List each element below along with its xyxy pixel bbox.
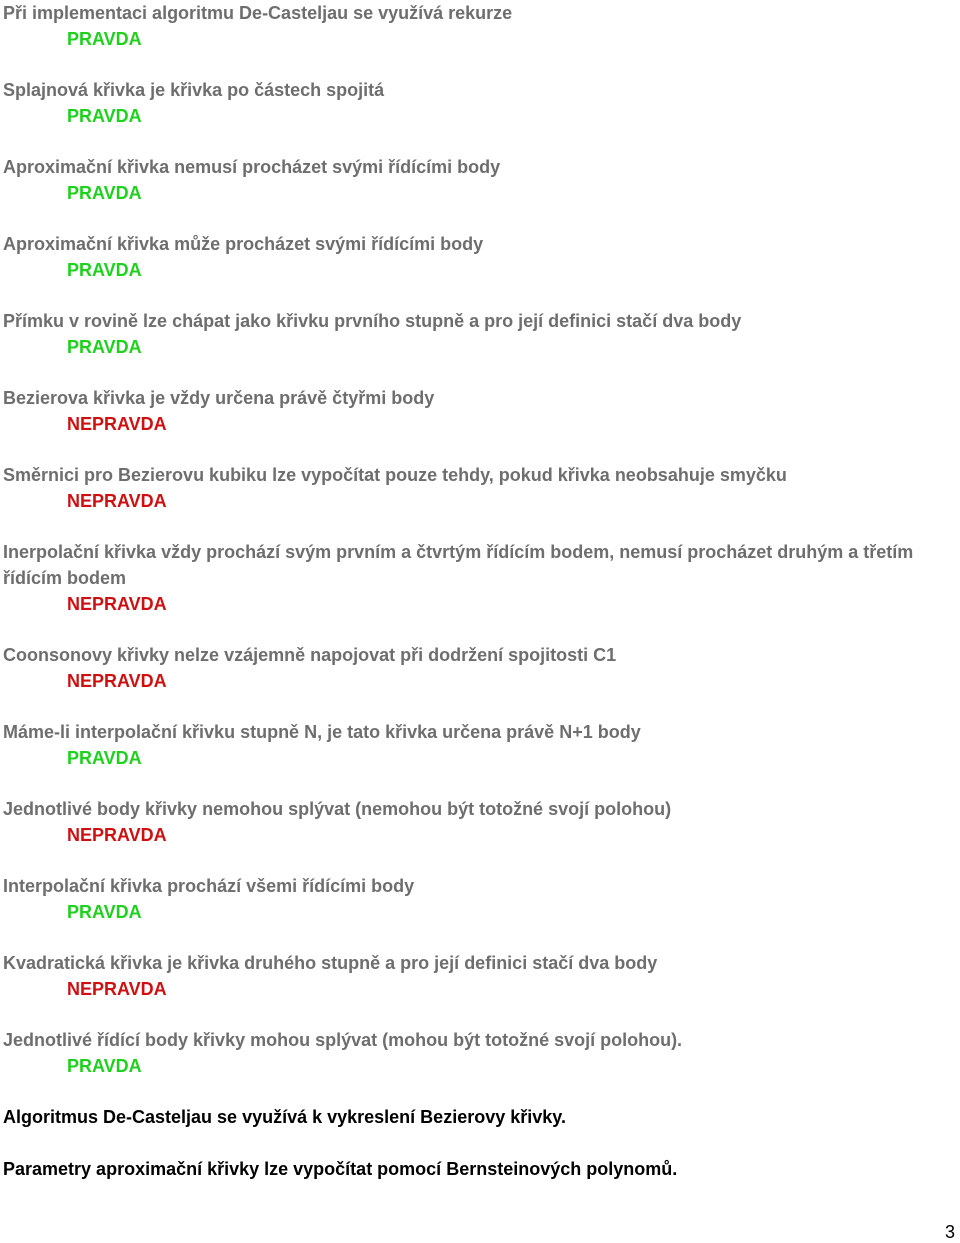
answer-true: PRAVDA: [67, 902, 142, 922]
question-item: [3, 462, 943, 514]
answer-false: NEPRAVDA: [67, 979, 167, 999]
question-item: [3, 642, 943, 694]
answer-false: NEPRAVDA: [67, 594, 167, 614]
question-item: [3, 308, 943, 360]
answer-false: NEPRAVDA: [67, 825, 167, 845]
answer-true: PRAVDA: [67, 1056, 142, 1076]
question-text: Coonsonovy křivky nelze vzájemně napojovat při dodržení spojitosti C1: [3, 645, 617, 665]
question-list: [3, 0, 943, 1104]
answer-true: PRAVDA: [67, 748, 142, 768]
question-text: Při implementaci algoritmu De-Casteljau se využívá rekurze: [3, 3, 513, 23]
statement-text: Algoritmus De-Casteljau se využívá k vykreslení Bezierovy křivky.: [3, 1107, 566, 1127]
question-text: Přímku v rovině lze chápat jako křivku prvního stupně a pro její definici stačí dva body: [3, 311, 742, 331]
question-item: [3, 796, 943, 848]
answer-true: PRAVDA: [67, 260, 142, 280]
question-item: [3, 1027, 943, 1079]
question-item: [3, 231, 943, 283]
question-item: [3, 0, 943, 52]
answer-true: PRAVDA: [67, 29, 142, 49]
answer-false: NEPRAVDA: [67, 491, 167, 511]
question-text: Bezierova křivka je vždy určena právě čtyřmi body: [3, 388, 435, 408]
question-text: Jednotlivé řídící body křivky mohou splývat (mohou být totožné svojí polohou).: [3, 1030, 683, 1050]
question-item: [3, 873, 943, 925]
question-text: Aproximační křivka může procházet svými řídícími body: [3, 234, 484, 254]
question-text: Interpolační křivka prochází všemi řídícími body: [3, 876, 415, 896]
question-item: [3, 719, 943, 771]
answer-true: PRAVDA: [67, 337, 142, 357]
question-item: [3, 77, 943, 129]
statement-list: [3, 1104, 943, 1208]
question-text: Splajnová křivka je křivka po částech spojitá: [3, 80, 385, 100]
question-text: Aproximační křivka nemusí procházet svými řídícími body: [3, 157, 501, 177]
question-item: [3, 950, 943, 1002]
question-text: Jednotlivé body křivky nemohou splývat (nemohou být totožné svojí polohou): [3, 799, 672, 819]
question-text: Máme-li interpolační křivku stupně N, je tato křivka určena právě N+1 body: [3, 722, 641, 742]
question-item: [3, 154, 943, 206]
question-text: Směrnici pro Bezierovu kubiku lze vypočítat pouze tehdy, pokud křivka neobsahuje smyčku: [3, 465, 787, 485]
answer-false: NEPRAVDA: [67, 414, 167, 434]
question-text: Inerpolační křivka vždy prochází svým prvním a čtvrtým řídícím bodem, nemusí procházet druhým a třetím řídícím bodem: [3, 542, 914, 588]
answer-false: NEPRAVDA: [67, 671, 167, 691]
question-item: [3, 385, 943, 437]
statement-text: Parametry aproximační křivky lze vypočítat pomocí Bernsteinových polynomů.: [3, 1159, 678, 1179]
question-item: [3, 539, 943, 617]
question-text: Kvadratická křivka je křivka druhého stupně a pro její definici stačí dva body: [3, 953, 658, 973]
answer-true: PRAVDA: [67, 183, 142, 203]
answer-true: PRAVDA: [67, 106, 142, 126]
page-number: 3: [944, 1222, 955, 1242]
